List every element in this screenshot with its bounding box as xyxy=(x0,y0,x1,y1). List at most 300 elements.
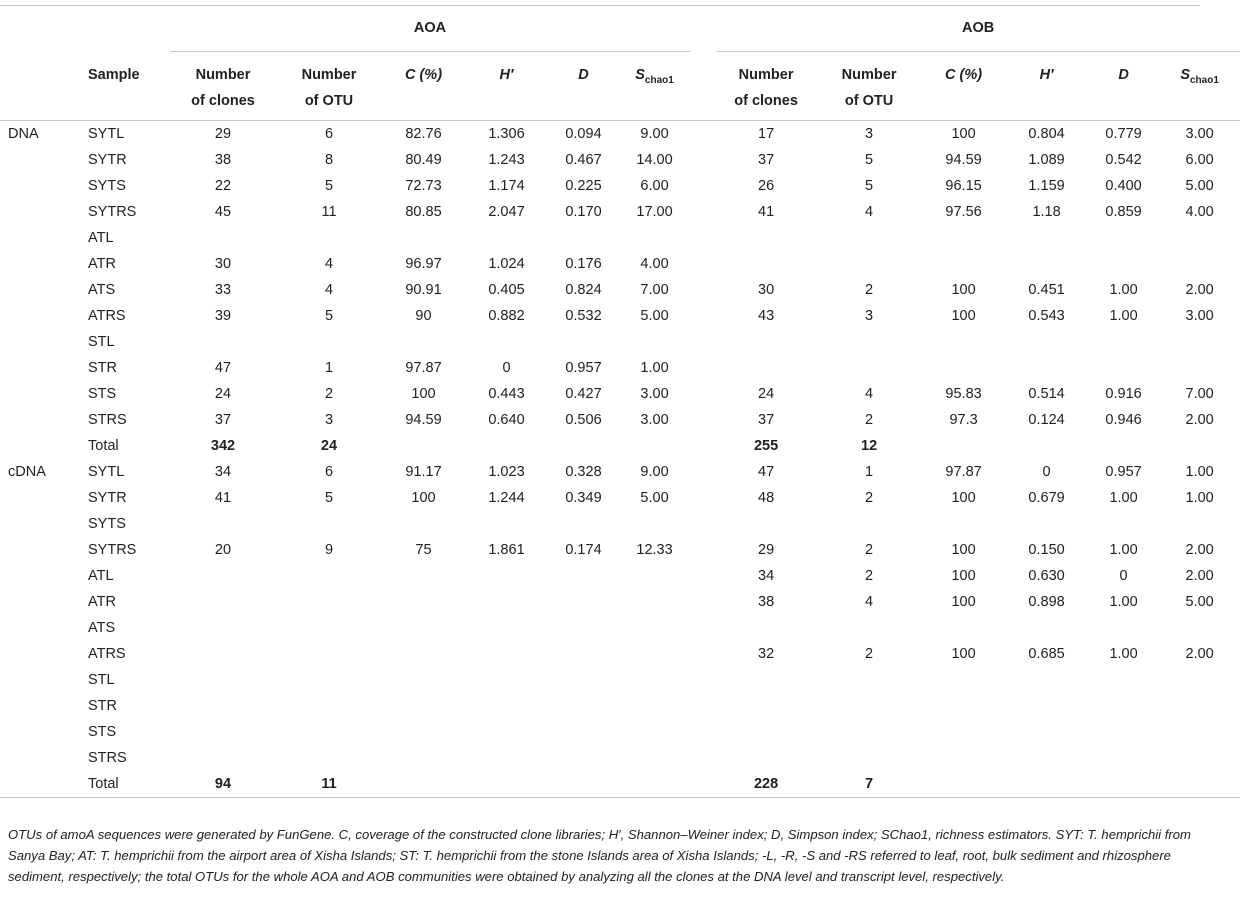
column-gap xyxy=(690,121,716,148)
aob-value-cell: 7.00 xyxy=(1185,386,1214,402)
aoa-value-cell xyxy=(276,329,382,355)
aoa-value-cell: 4 xyxy=(324,282,334,298)
nucleic-acid-type-cell xyxy=(0,745,80,771)
aob-value-cell: 1.00 xyxy=(1109,308,1138,324)
aoa-value-cell xyxy=(170,693,276,719)
aoa-value-cell xyxy=(170,329,276,355)
aoa-value-cell xyxy=(619,563,690,589)
aob-value-cell: 0.859 xyxy=(1105,204,1142,220)
sample-cell: SYTS xyxy=(88,178,126,194)
aob-value-cell: 100 xyxy=(951,308,976,324)
aob-value-cell: 32 xyxy=(758,646,775,662)
aob-value-cell xyxy=(1005,745,1088,771)
table-row xyxy=(0,329,1240,355)
sample-cell: SYTRS xyxy=(88,204,137,220)
aoa-value-cell xyxy=(619,667,690,693)
aoa-group-header: AOA xyxy=(170,5,690,52)
aob-value-cell: 0.957 xyxy=(1105,464,1142,480)
aob-value-cell xyxy=(1088,667,1159,693)
aob-value-cell xyxy=(716,615,816,641)
nucleic-acid-type-cell xyxy=(0,589,80,615)
column-gap xyxy=(690,147,716,173)
aob-value-cell: 5 xyxy=(865,152,874,168)
column-gap xyxy=(690,641,716,667)
aoa-value-cell: 14.00 xyxy=(636,152,673,168)
aoa-value-cell xyxy=(382,693,465,719)
aoa-value-cell: 97.87 xyxy=(405,360,442,376)
aoa-value-cell xyxy=(548,615,619,641)
aoa-value-cell xyxy=(619,771,690,798)
aoa-value-cell xyxy=(548,745,619,771)
aoa-value-cell: 100 xyxy=(411,386,436,402)
table-row xyxy=(0,121,1240,148)
aob-value-cell xyxy=(816,225,922,251)
nucleic-acid-type-cell xyxy=(0,277,80,303)
table-row xyxy=(0,693,1240,719)
aob-value-cell: 0.946 xyxy=(1105,412,1142,428)
sample-cell: STR xyxy=(88,360,117,376)
aob-value-cell xyxy=(716,251,816,277)
aoa-value-cell xyxy=(465,641,548,667)
sample-cell: STL xyxy=(88,672,115,688)
aob-shannon-header: H′ xyxy=(1005,52,1088,121)
aob-value-cell: 100 xyxy=(951,646,976,662)
aob-value-cell xyxy=(1088,693,1159,719)
sample-cell: Total xyxy=(88,438,119,454)
table-row xyxy=(0,511,1240,537)
aob-value-cell xyxy=(1159,667,1240,693)
aob-value-cell: 7 xyxy=(816,771,922,798)
aoa-value-cell xyxy=(619,615,690,641)
aoa-value-cell xyxy=(465,719,548,745)
aoa-value-cell xyxy=(465,329,548,355)
table-row xyxy=(0,173,1240,199)
aob-value-cell xyxy=(1159,719,1240,745)
aoa-value-cell xyxy=(465,771,548,798)
aoa-value-cell: 0.640 xyxy=(488,412,525,428)
aoa-value-cell: 4 xyxy=(324,256,334,272)
aoa-value-cell: 0.467 xyxy=(565,152,602,168)
aob-value-cell: 2 xyxy=(865,542,874,558)
aob-chao1-header: $S_{chao1}$ xyxy=(1159,52,1240,121)
aoa-value-cell: 39 xyxy=(214,308,232,324)
aob-value-cell xyxy=(716,745,816,771)
column-gap xyxy=(690,407,716,433)
aob-value-cell xyxy=(716,511,816,537)
aoa-value-cell: 90 xyxy=(415,308,432,324)
aoa-value-cell: 0.882 xyxy=(488,308,525,324)
column-gap xyxy=(690,485,716,511)
aob-value-cell: 2.00 xyxy=(1185,282,1214,298)
aob-value-cell: 0.779 xyxy=(1105,126,1142,142)
aoa-value-cell: 33 xyxy=(214,282,232,298)
aoa-value-cell: 0.427 xyxy=(565,386,602,402)
aoa-value-cell: 41 xyxy=(214,490,232,506)
aoa-value-cell xyxy=(619,511,690,537)
aoa-value-cell: 20 xyxy=(214,542,232,558)
aob-value-cell: 4 xyxy=(865,204,874,220)
column-gap xyxy=(690,355,716,381)
aoa-shannon-header: H′ xyxy=(465,52,548,121)
aoa-value-cell xyxy=(548,641,619,667)
nucleic-acid-type-cell xyxy=(0,199,80,225)
aoa-value-cell: 0.957 xyxy=(565,360,602,376)
aob-value-cell xyxy=(1005,251,1088,277)
aoa-value-cell: 0.328 xyxy=(565,464,602,480)
aob-value-cell: 34 xyxy=(758,568,775,584)
aob-value-cell xyxy=(1159,225,1240,251)
aoa-value-cell xyxy=(619,329,690,355)
nucleic-acid-type-cell xyxy=(0,407,80,433)
aoa-value-cell: 94.59 xyxy=(405,412,442,428)
aoa-value-cell xyxy=(465,589,548,615)
aoa-value-cell: 72.73 xyxy=(405,178,442,194)
sample-cell: ATL xyxy=(88,568,114,584)
table-row xyxy=(0,355,1240,381)
aob-value-cell xyxy=(1159,745,1240,771)
aob-value-cell xyxy=(1088,615,1159,641)
column-gap xyxy=(690,199,716,225)
aoa-value-cell: 45 xyxy=(214,204,232,220)
aoa-simpson-header: D xyxy=(548,52,619,121)
column-gap xyxy=(690,251,716,277)
aoa-value-cell xyxy=(465,563,548,589)
aob-value-cell: 0.685 xyxy=(1028,646,1065,662)
aoa-value-cell xyxy=(382,433,465,459)
aob-value-cell: 24 xyxy=(758,386,775,402)
table-row xyxy=(0,563,1240,589)
aob-value-cell xyxy=(816,615,922,641)
aob-value-cell: 1.00 xyxy=(1185,464,1214,480)
aoa-value-cell: 5.00 xyxy=(640,308,669,324)
aoa-value-cell xyxy=(548,329,619,355)
table-footnote: OTUs of amoA sequences were generated by FunGene. C, coverage of the constructed clone libraries; H′, Shannon–Weiner index; D, Simpson index; SChao1, richness estimators. SYT: T. hemprichii from Sanya Bay; AT: T. hemprichii from the airport area of Xisha Islands; ST: T. hemprichii from the stone Islands area of Xisha Islands; -L, -R, -S and -RS referred to leaf, root, bulk sediment and rhizosphere sediment, respectively; the total OTUs for the whole AOA and AOB communities were obtained by analyzing all the clones at the DNA level and transcript level, respectively. xyxy=(8,827,1191,884)
aoa-value-cell: 11 xyxy=(276,771,382,798)
aoa-clones-header: Number of clones xyxy=(170,52,276,121)
aob-value-cell: 41 xyxy=(758,204,775,220)
aoa-value-cell: 0.094 xyxy=(565,126,602,142)
nucleic-acid-type-cell xyxy=(0,719,80,745)
aob-value-cell xyxy=(716,329,816,355)
aob-value-cell: 0.514 xyxy=(1028,386,1065,402)
aob-value-cell xyxy=(922,251,1005,277)
sample-cell: SYTR xyxy=(88,490,127,506)
aoa-value-cell: 0.506 xyxy=(565,412,602,428)
aob-value-cell: 2 xyxy=(865,412,874,428)
aob-value-cell xyxy=(922,511,1005,537)
aob-value-cell: 2 xyxy=(865,490,874,506)
aob-value-cell xyxy=(816,329,922,355)
sample-cell: ATR xyxy=(88,594,116,610)
aoa-value-cell xyxy=(548,433,619,459)
aob-value-cell: 97.87 xyxy=(945,464,982,480)
column-gap xyxy=(690,589,716,615)
nucleic-acid-type-cell xyxy=(0,147,80,173)
aob-value-cell: 1.18 xyxy=(1032,204,1061,220)
aoa-value-cell xyxy=(382,329,465,355)
column-gap xyxy=(690,459,716,485)
aob-value-cell: 1.00 xyxy=(1109,490,1138,506)
aoa-value-cell xyxy=(548,693,619,719)
aoa-value-cell: 75 xyxy=(415,542,432,558)
aob-value-cell: 26 xyxy=(758,178,775,194)
aoa-value-cell: 0 xyxy=(502,360,511,376)
aoa-value-cell: 0.170 xyxy=(565,204,602,220)
aob-value-cell: 94.59 xyxy=(945,152,982,168)
nucleic-acid-type-cell: DNA xyxy=(8,126,39,142)
aoa-value-cell: 1.861 xyxy=(488,542,525,558)
aoa-value-cell: 2.047 xyxy=(488,204,525,220)
aoa-value-cell xyxy=(382,511,465,537)
aoa-value-cell: 1 xyxy=(324,360,334,376)
table-row xyxy=(0,485,1240,511)
table-row xyxy=(0,537,1240,563)
column-gap xyxy=(690,225,716,251)
aob-value-cell: 17 xyxy=(758,126,775,142)
aoa-value-cell: 3.00 xyxy=(640,412,669,428)
aoa-value-cell xyxy=(619,719,690,745)
aob-value-cell xyxy=(816,251,922,277)
aob-value-cell xyxy=(816,693,922,719)
nucleic-acid-type-cell xyxy=(0,251,80,277)
aoa-value-cell: 11 xyxy=(321,204,337,220)
aoa-value-cell xyxy=(170,589,276,615)
aoa-value-cell: 1.243 xyxy=(488,152,525,168)
aob-value-cell xyxy=(922,693,1005,719)
aob-value-cell xyxy=(816,355,922,381)
aoa-value-cell: 6 xyxy=(324,126,334,142)
aoa-value-cell: 0.349 xyxy=(565,490,602,506)
aob-value-cell: 228 xyxy=(716,771,816,798)
aob-value-cell: 0.150 xyxy=(1028,542,1065,558)
aob-value-cell xyxy=(1159,693,1240,719)
aob-value-cell xyxy=(1005,719,1088,745)
aob-value-cell: 1.00 xyxy=(1109,542,1138,558)
aoa-value-cell: 90.91 xyxy=(405,282,442,298)
aoa-value-cell xyxy=(382,641,465,667)
aob-value-cell: 100 xyxy=(951,126,976,142)
aob-value-cell: 0.400 xyxy=(1105,178,1142,194)
aoa-value-cell xyxy=(276,641,382,667)
aoa-otu-header: Number of OTU xyxy=(276,52,382,121)
aoa-value-cell xyxy=(170,641,276,667)
aoa-value-cell xyxy=(465,693,548,719)
aob-value-cell: 97.3 xyxy=(949,412,978,428)
aoa-value-cell xyxy=(276,615,382,641)
aoa-value-cell xyxy=(548,771,619,798)
aob-value-cell xyxy=(922,771,1005,798)
table-row xyxy=(0,225,1240,251)
aob-coverage-header: C (%) xyxy=(922,52,1005,121)
aob-value-cell: 97.56 xyxy=(945,204,982,220)
table-row xyxy=(0,589,1240,615)
aob-value-cell: 2.00 xyxy=(1185,412,1214,428)
aob-value-cell: 47 xyxy=(758,464,775,480)
aoa-value-cell xyxy=(465,615,548,641)
aoa-chao1-header: $S_{chao1}$ xyxy=(619,52,690,121)
aoa-value-cell: 1.024 xyxy=(488,256,525,272)
aoa-value-cell xyxy=(465,433,548,459)
table-row xyxy=(0,147,1240,173)
aob-value-cell: 0.630 xyxy=(1028,568,1065,584)
aoa-value-cell: 4.00 xyxy=(640,256,669,272)
aoa-value-cell: 91.17 xyxy=(405,464,442,480)
aob-value-cell: 48 xyxy=(758,490,775,506)
sample-cell: STRS xyxy=(88,412,127,428)
aob-value-cell xyxy=(1005,355,1088,381)
aoa-value-cell xyxy=(548,511,619,537)
aoa-value-cell xyxy=(382,589,465,615)
aoa-value-cell xyxy=(276,745,382,771)
aob-value-cell xyxy=(1005,693,1088,719)
table-row xyxy=(0,667,1240,693)
aoa-value-cell: 0.532 xyxy=(565,308,602,324)
aob-value-cell xyxy=(922,667,1005,693)
aoa-value-cell: 29 xyxy=(214,126,232,142)
aoa-value-cell: 1.023 xyxy=(488,464,525,480)
aob-value-cell xyxy=(1159,615,1240,641)
aoa-value-cell xyxy=(276,667,382,693)
aob-value-cell: 2 xyxy=(865,282,874,298)
aob-value-cell xyxy=(816,745,922,771)
column-gap xyxy=(690,771,716,798)
aob-value-cell: 1.159 xyxy=(1028,178,1065,194)
aob-value-cell: 30 xyxy=(758,282,775,298)
aob-value-cell: 0.124 xyxy=(1028,412,1065,428)
aoa-value-cell xyxy=(465,225,548,251)
aoa-value-cell: 1.244 xyxy=(488,490,525,506)
aob-value-cell: 12 xyxy=(861,438,878,454)
column-gap xyxy=(690,277,716,303)
aoa-value-cell: 24 xyxy=(214,386,232,402)
aoa-value-cell: 38 xyxy=(214,152,232,168)
aob-value-cell xyxy=(922,719,1005,745)
column-gap xyxy=(690,433,716,459)
aob-value-cell: 1 xyxy=(865,464,874,480)
aob-otu-header: Number of OTU xyxy=(816,52,922,121)
aob-simpson-header: D xyxy=(1088,52,1159,121)
column-gap xyxy=(690,563,716,589)
aob-group-header: AOB xyxy=(716,5,1240,52)
aob-value-cell xyxy=(1159,355,1240,381)
aob-value-cell: 1.00 xyxy=(1109,646,1138,662)
aoa-value-cell xyxy=(382,667,465,693)
aob-value-cell: 100 xyxy=(951,594,976,610)
aob-value-cell: 43 xyxy=(758,308,775,324)
nucleic-acid-type-cell xyxy=(0,771,80,798)
aob-value-cell: 100 xyxy=(951,490,976,506)
aob-value-cell xyxy=(716,667,816,693)
aob-value-cell: 0.543 xyxy=(1028,308,1065,324)
aob-value-cell xyxy=(716,719,816,745)
column-gap xyxy=(690,329,716,355)
aoa-value-cell xyxy=(548,589,619,615)
aob-value-cell: 29 xyxy=(758,542,775,558)
aob-value-cell: 6.00 xyxy=(1185,152,1214,168)
aoa-value-cell: 34 xyxy=(214,464,232,480)
aoa-value-cell: 0.443 xyxy=(488,386,525,402)
aoa-value-cell: 0.225 xyxy=(565,178,602,194)
aoa-value-cell: 22 xyxy=(214,178,232,194)
aoa-value-cell: 6.00 xyxy=(640,178,669,194)
aob-value-cell xyxy=(716,355,816,381)
sample-cell: SYTL xyxy=(88,126,125,142)
aob-value-cell xyxy=(716,693,816,719)
aob-value-cell xyxy=(1088,511,1159,537)
aoa-value-cell: 5 xyxy=(324,308,334,324)
aob-value-cell xyxy=(1088,329,1159,355)
aoa-value-cell xyxy=(619,225,690,251)
aob-value-cell xyxy=(816,719,922,745)
aoa-value-cell xyxy=(382,745,465,771)
aoa-value-cell xyxy=(619,641,690,667)
aob-value-cell: 0 xyxy=(1119,568,1128,584)
nucleic-acid-type-cell xyxy=(0,667,80,693)
data-table xyxy=(0,5,1240,798)
aoa-value-cell: 94 xyxy=(170,771,276,798)
aoa-value-cell xyxy=(276,693,382,719)
sample-cell: STL xyxy=(88,334,115,350)
aob-value-cell: 3.00 xyxy=(1185,308,1214,324)
aob-value-cell: 5.00 xyxy=(1185,594,1214,610)
aoa-value-cell: 96.97 xyxy=(405,256,442,272)
column-gap xyxy=(690,303,716,329)
aoa-value-cell xyxy=(619,693,690,719)
aoa-value-cell: 37 xyxy=(214,412,232,428)
aoa-value-cell: 7.00 xyxy=(640,282,669,298)
aoa-value-cell: 24 xyxy=(320,438,338,454)
table-row xyxy=(0,381,1240,407)
column-gap xyxy=(690,511,716,537)
aoa-value-cell xyxy=(619,745,690,771)
aob-value-cell xyxy=(922,225,1005,251)
aob-value-cell xyxy=(1088,719,1159,745)
sample-cell: ATRS xyxy=(88,646,126,662)
aoa-value-cell: 1.306 xyxy=(488,126,525,142)
aob-clones-header: Number of clones xyxy=(716,52,816,121)
sample-cell: ATS xyxy=(88,282,116,298)
aob-value-cell: 4.00 xyxy=(1185,204,1214,220)
aoa-value-cell: 80.85 xyxy=(405,204,442,220)
aob-value-cell xyxy=(1005,615,1088,641)
aoa-value-cell xyxy=(619,433,690,459)
aoa-value-cell: 1.174 xyxy=(488,178,525,194)
aob-value-cell: 100 xyxy=(951,542,976,558)
aob-value-cell xyxy=(1159,433,1240,459)
aob-value-cell: 100 xyxy=(951,568,976,584)
table-total-row xyxy=(0,433,1240,459)
table-row xyxy=(0,303,1240,329)
aoa-value-cell: 9.00 xyxy=(640,464,669,480)
aoa-value-cell xyxy=(465,745,548,771)
aob-value-cell xyxy=(816,667,922,693)
aoa-value-cell xyxy=(548,667,619,693)
sample-cell: SYTS xyxy=(88,516,126,532)
aoa-value-cell xyxy=(276,589,382,615)
aob-value-cell xyxy=(922,615,1005,641)
sample-cell: SYTL xyxy=(88,464,125,480)
nucleic-acid-type-cell xyxy=(0,173,80,199)
aob-value-cell xyxy=(816,511,922,537)
aob-value-cell: 2 xyxy=(865,568,874,584)
sample-cell: SYTR xyxy=(88,152,127,168)
table-row xyxy=(0,277,1240,303)
aoa-value-cell xyxy=(382,563,465,589)
aoa-value-cell: 82.76 xyxy=(405,126,442,142)
column-gap xyxy=(690,693,716,719)
aoa-value-cell xyxy=(548,563,619,589)
sample-cell: STS xyxy=(88,724,117,740)
